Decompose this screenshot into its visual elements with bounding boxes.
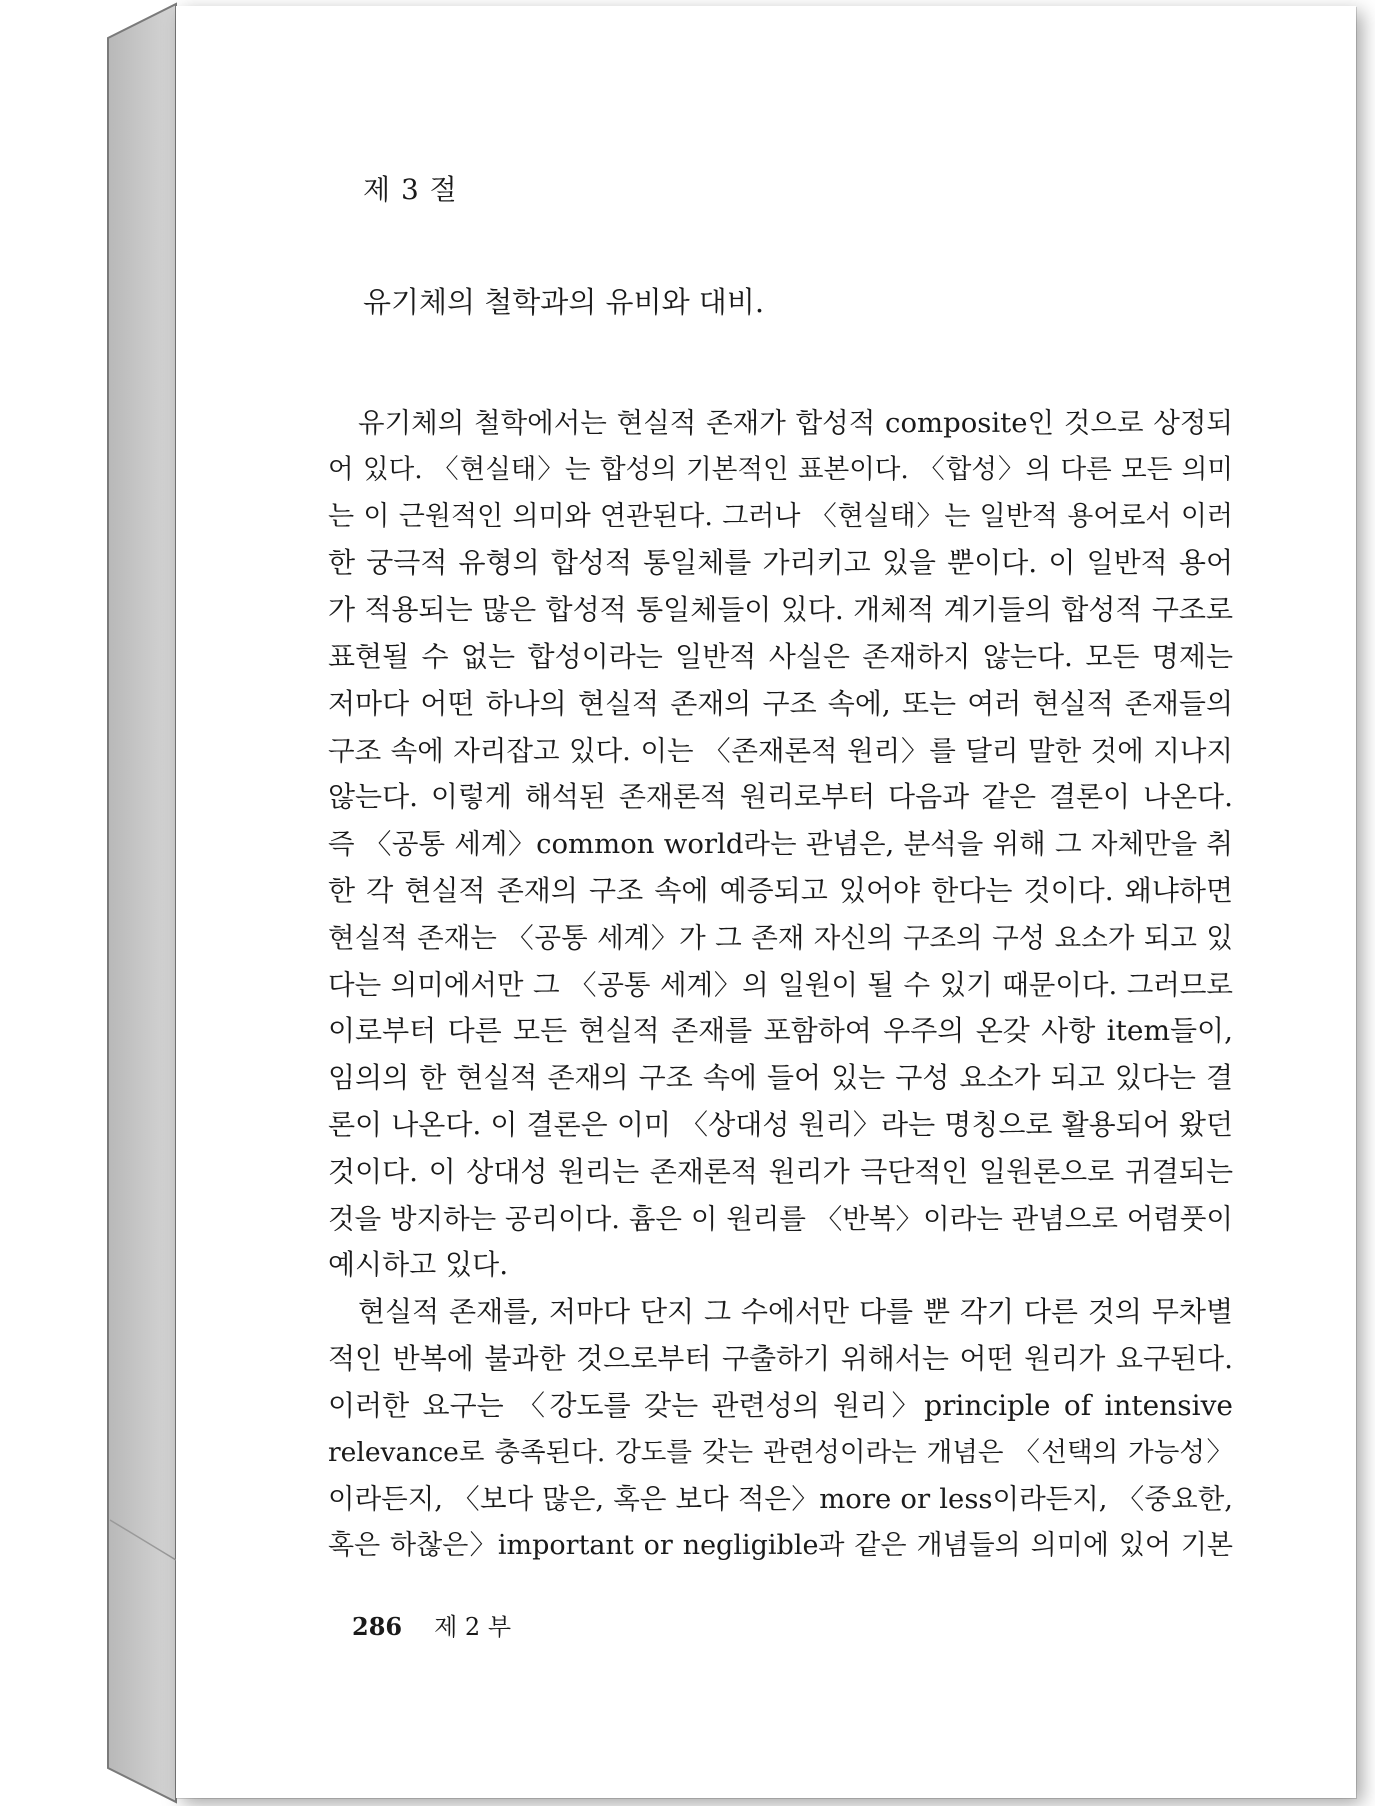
text-line: 현실적 존재를, 저마다 단지 그 수에서만 다를 뿐 각기 다른 것의 무차별	[358, 1295, 1233, 1329]
text-line: 것을 방지하는 공리이다. 흄은 이 원리를 〈반복〉이라는 관념으로 어렴풋이	[328, 1202, 1233, 1235]
text-line: 현실적 존재는 〈공통 세계〉가 그 존재 자신의 구조의 구성 요소가 되고 있	[328, 921, 1233, 954]
text-line: 이라든지, 〈보다 많은, 혹은 보다 적은〉more or less이라든지, 〈중요한,	[328, 1483, 1233, 1516]
text-line: 론이 나온다. 이 결론은 이미 〈상대성 원리〉라는 명칭으로 활용되어 왔던	[328, 1107, 1233, 1141]
text-line: 이로부터 다른 모든 현실적 존재를 포함하여 우주의 온갖 사항 item들이,	[328, 1014, 1233, 1048]
section-heading: 제 3 절	[363, 173, 458, 206]
text-line: 는 이 근원적인 의미와 연관된다. 그러나 〈현실태〉는 일반적 용어로서 이러	[328, 500, 1233, 532]
text-line: 가 적용되는 많은 합성적 통일체들이 있다. 개체적 계기들의 합성적 구조로	[328, 593, 1233, 627]
text-line: 임의의 한 현실적 존재의 구조 속에 들어 있는 구성 요소가 되고 있다는 결	[328, 1061, 1233, 1095]
text-line: 표현될 수 없는 합성이라는 일반적 사실은 존재하지 않는다. 모든 명제는	[328, 639, 1233, 673]
text-line: 적인 반복에 불과한 것으로부터 구출하기 위해서는 어떤 원리가 요구된다.	[328, 1341, 1233, 1375]
text-line: 한 궁극적 유형의 합성적 통일체를 가리키고 있을 뿐이다. 이 일반적 용어	[328, 546, 1233, 580]
text-line: 다는 의미에서만 그 〈공통 세계〉의 일원이 될 수 있기 때문이다. 그러므로	[328, 968, 1233, 1001]
text-line: 이러한 요구는 〈강도를 갖는 관련성의 원리〉principle of intensive	[328, 1388, 1233, 1422]
page-footer	[352, 1607, 511, 1642]
page-number: 286	[352, 1612, 403, 1641]
text-line: 것이다. 이 상대성 원리는 존재론적 원리가 극단적인 일원론으로 귀결되는	[328, 1154, 1233, 1188]
section-title: 유기체의 철학과의 유비와 대비.	[363, 285, 765, 319]
text-line: 유기체의 철학에서는 현실적 존재가 합성적 composite인 것으로 상정되	[358, 407, 1233, 439]
text-line: 즉 〈공통 세계〉common world라는 관념은, 분석을 위해 그 자체만을 취	[328, 828, 1233, 861]
text-line: 어 있다. 〈현실태〉는 합성의 기본적인 표본이다. 〈합성〉의 다른 모든 의미	[328, 453, 1233, 485]
body-text	[328, 400, 1233, 1570]
text-line: 예시하고 있다.	[328, 1248, 509, 1282]
text-line: relevance로 충족된다. 강도를 갖는 관련성이라는 개념은 〈선택의 가능성〉	[328, 1436, 1233, 1468]
part-label: 제 2 부	[434, 1613, 512, 1641]
text-line: 한 각 현실적 존재의 구조 속에 예증되고 있어야 한다는 것이다. 왜냐하면	[328, 873, 1233, 907]
text-line: 혹은 하찮은〉important or negligible과 같은 개념들의 의미에 있어 기본	[328, 1530, 1233, 1562]
text-line: 저마다 어떤 하나의 현실적 존재의 구조 속에, 또는 여러 현실적 존재들의	[328, 686, 1233, 720]
text-line: 않는다. 이렇게 해석된 존재론적 원리로부터 다음과 같은 결론이 나온다.	[328, 780, 1233, 814]
text-line: 구조 속에 자리잡고 있다. 이는 〈존재론적 원리〉를 달리 말한 것에 지나지	[328, 734, 1233, 767]
